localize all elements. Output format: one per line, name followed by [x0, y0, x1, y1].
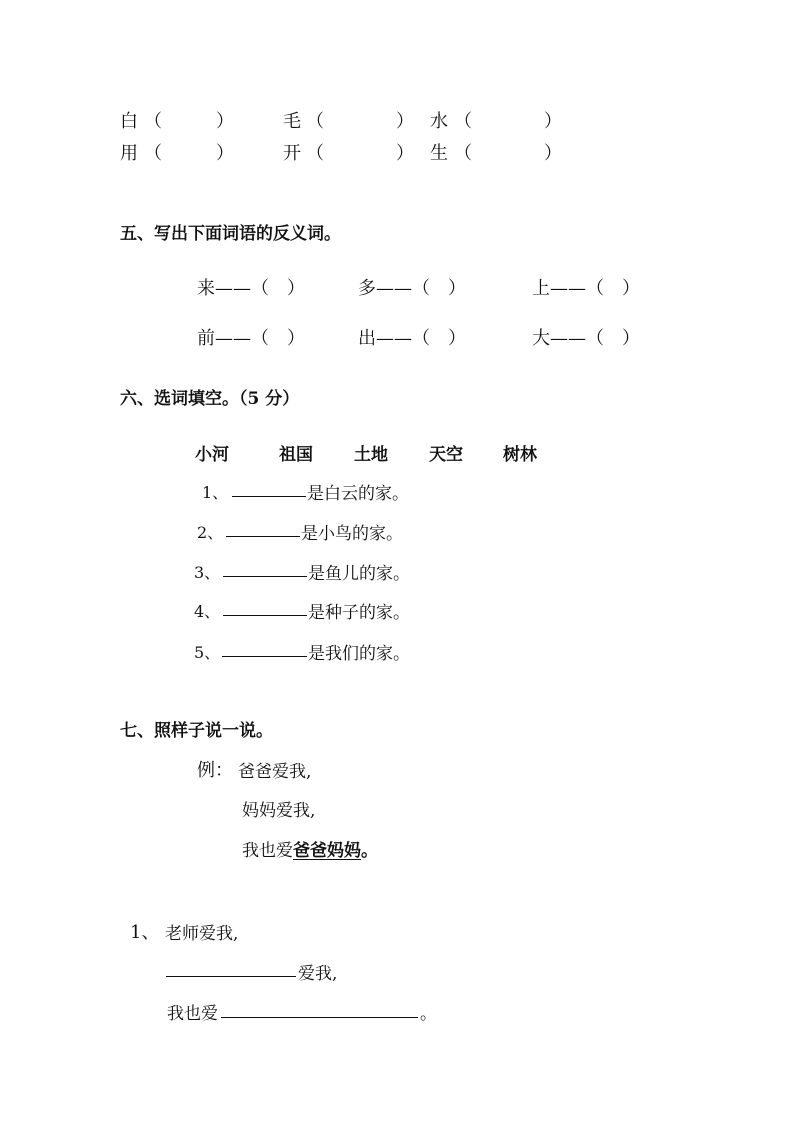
- word-bank-item: 祖国: [279, 445, 313, 465]
- item-number: 1、: [202, 483, 229, 502]
- fill-blank[interactable]: [232, 482, 306, 497]
- item-text: 是小鸟的家。: [301, 524, 403, 544]
- example-label: 例：: [197, 760, 233, 781]
- char-cell: 毛: [283, 111, 301, 132]
- item-text: 是种子的家。: [308, 603, 410, 623]
- answer-blank-subject[interactable]: [166, 962, 296, 977]
- example-underlined-answer: 爸爸妈妈: [293, 841, 361, 861]
- question-line-1: 老师爱我,: [165, 924, 239, 944]
- example-line-3-prefix: 我也爱: [242, 841, 293, 861]
- antonym-item[interactable]: 来——（ ）: [197, 278, 305, 299]
- word-bank-item: 小河: [195, 445, 229, 465]
- answer-paren[interactable]: （ ）: [144, 111, 234, 132]
- example-line-1: 爸爸爱我,: [238, 762, 312, 782]
- char-cell: 用: [120, 143, 138, 164]
- question-line-2-suffix: 爱我,: [298, 964, 338, 984]
- fill-blank[interactable]: [222, 642, 307, 657]
- answer-blank-object[interactable]: [221, 1003, 418, 1018]
- antonym-item[interactable]: 出——（ ）: [358, 328, 466, 349]
- example-line-3: [242, 836, 378, 861]
- word-bank-item: 树林: [503, 445, 537, 465]
- fill-blank[interactable]: [223, 601, 307, 616]
- example-line-3-suffix: 。: [361, 841, 378, 861]
- question-line-3-suffix: 。: [420, 1004, 437, 1024]
- fill-blank[interactable]: [223, 562, 307, 577]
- char-cell: 开: [283, 143, 301, 164]
- item-number: 2、: [197, 523, 224, 542]
- question-line-3-prefix: 我也爱: [167, 1004, 218, 1024]
- item-number: 4、: [194, 602, 221, 621]
- answer-paren[interactable]: （ ）: [454, 143, 562, 164]
- example-line-2: 妈妈爱我,: [242, 801, 316, 821]
- fill-blank[interactable]: [226, 522, 300, 537]
- item-text: 是鱼儿的家。: [308, 564, 410, 584]
- char-cell: 生: [430, 143, 448, 164]
- answer-paren[interactable]: （ ）: [144, 143, 234, 164]
- antonym-item[interactable]: 前——（ ）: [197, 328, 305, 349]
- answer-paren[interactable]: （ ）: [454, 111, 562, 132]
- question-number: 1、: [130, 922, 160, 943]
- char-cell: 白: [120, 111, 138, 132]
- item-text: 是白云的家。: [307, 484, 409, 504]
- word-bank-item: 土地: [354, 445, 388, 465]
- item-text: 是我们的家。: [308, 644, 410, 664]
- item-number: 3、: [194, 563, 221, 582]
- answer-paren[interactable]: （ ）: [306, 111, 414, 132]
- section-title-imitate: 七、照样子说一说。: [120, 721, 273, 741]
- antonym-item[interactable]: 多——（ ）: [358, 278, 466, 299]
- answer-paren[interactable]: （ ）: [306, 143, 414, 164]
- antonym-item[interactable]: 大——（ ）: [532, 328, 640, 349]
- word-bank-item: 天空: [429, 445, 463, 465]
- section-title-antonyms: 五、写出下面词语的反义词。: [120, 224, 341, 244]
- char-cell: 水: [430, 111, 448, 132]
- section-title-fill-words: 六、选词填空。（5 分）: [120, 389, 300, 409]
- item-number: 5、: [194, 643, 221, 662]
- antonym-item[interactable]: 上——（ ）: [532, 278, 640, 299]
